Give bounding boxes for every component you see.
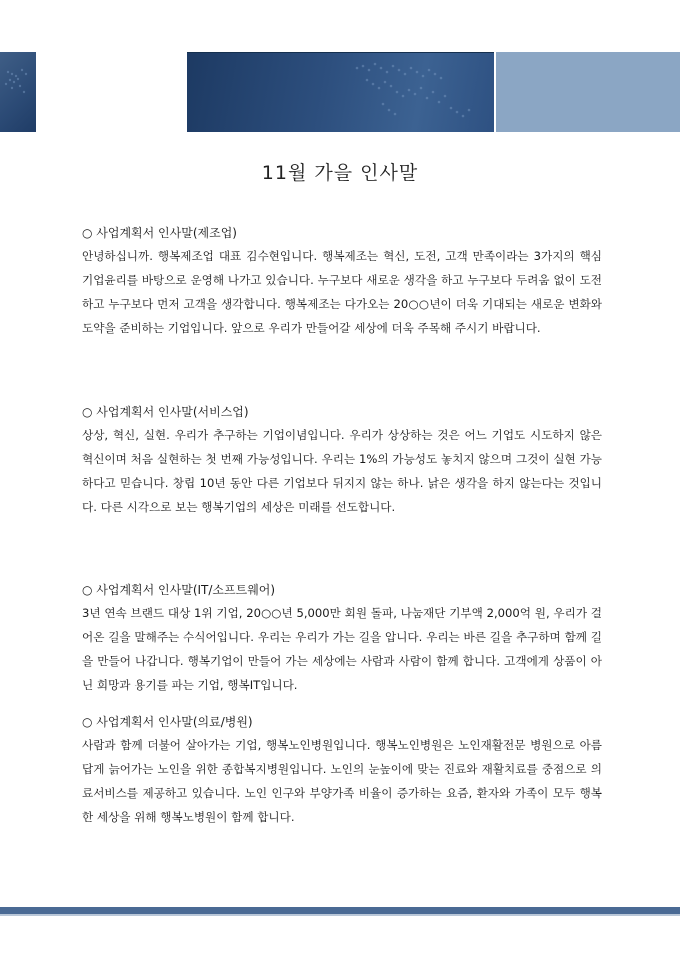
- section-it-software: [82, 579, 602, 697]
- section-paragraph: 3년 연속 브랜드 대상 1위 기업, 20○○년 5,000만 회원 돌파, 나눔재단 기부액 2,000억 원, 우리가 걸어온 길을 말해주는 수식어입니다. 우리는 우리가 가는 길을 압니다. 우리는 바른 길을 추구하며 함께 길을 만들어 나갑니다. 행복기업이 만들어 가는 세상에는 사람과 사람이 함께 합니다. 고객에게 상품이 아닌 희망과 용기를 파는 기업, 행복IT입니다.: [82, 606, 602, 692]
- footer-bar: [0, 907, 680, 914]
- section-paragraph: 안녕하십니까. 행복제조업 대표 김수현입니다. 행복제조는 혁신, 도전, 고객 만족이라는 3가지의 핵심 기업윤리를 바탕으로 운영해 나가고 있습니다. 누구보다 새로운 생각을 하고 누구보다 두려움 없이 도전하고 누구보다 먼저 고객을 생각합니다. 행복제조는 다가오는 20○○년이 더욱 기대되는 새로운 변화와 도약을 준비하는 기업입니다. 앞으로 우리가 만들어갈 세상에 더욱 주목해 주시기 바랍니다.: [82, 249, 602, 335]
- document-body: [82, 222, 602, 829]
- banner-center-block: [187, 52, 494, 132]
- section-service: [82, 401, 602, 519]
- section-manufacturing: [82, 222, 602, 340]
- section-heading: ○ 사업계획서 인사말(의료/병원): [82, 715, 253, 729]
- page-title: 11월 가을 인사말: [261, 162, 419, 184]
- section-medical: [82, 711, 602, 829]
- section-heading: ○ 사업계획서 인사말(IT/소프트웨어): [82, 583, 276, 597]
- section-paragraph: 상상, 혁신, 실현. 우리가 추구하는 기업이념입니다. 우리가 상상하는 것은 어느 기업도 시도하지 않은 혁신이며 처음 실현하는 첫 번째 가능성입니다. 우리는 1%의 가능성도 놓치지 않으며 그것이 실현 가능하다고 믿습니다. 창립 10년 동안 다른 기업보다 뒤지지 않는 하나. 낡은 생각을 하지 않는다는 것입니다. 다른 시각으로 보는 행복기업의 세상은 미래를 선도합니다.: [82, 428, 602, 514]
- section-paragraph: 사람과 함께 더불어 살아가는 기업, 행복노인병원입니다. 행복노인병원은 노인재활전문 병원으로 아름답게 늙어가는 노인을 위한 종합복지병원입니다. 노인의 눈높이에 맞는 진료와 재활치료를 중점으로 의료서비스를 제공하고 있습니다. 노인 인구와 부양가족 비율이 증가하는 요즘, 환자와 가족이 모두 행복한 세상을 위해 행복노병원이 함께 합니다.: [82, 738, 602, 824]
- section-heading: ○ 사업계획서 인사말(제조업): [82, 226, 237, 240]
- footer-rule: [0, 914, 680, 916]
- banner-right-block: [496, 52, 680, 132]
- banner-left-block: [0, 52, 36, 132]
- header-banner: [0, 0, 680, 132]
- world-map-graphic: [187, 52, 494, 132]
- world-map-graphic: [0, 52, 36, 132]
- section-heading: ○ 사업계획서 인사말(서비스업): [82, 405, 249, 419]
